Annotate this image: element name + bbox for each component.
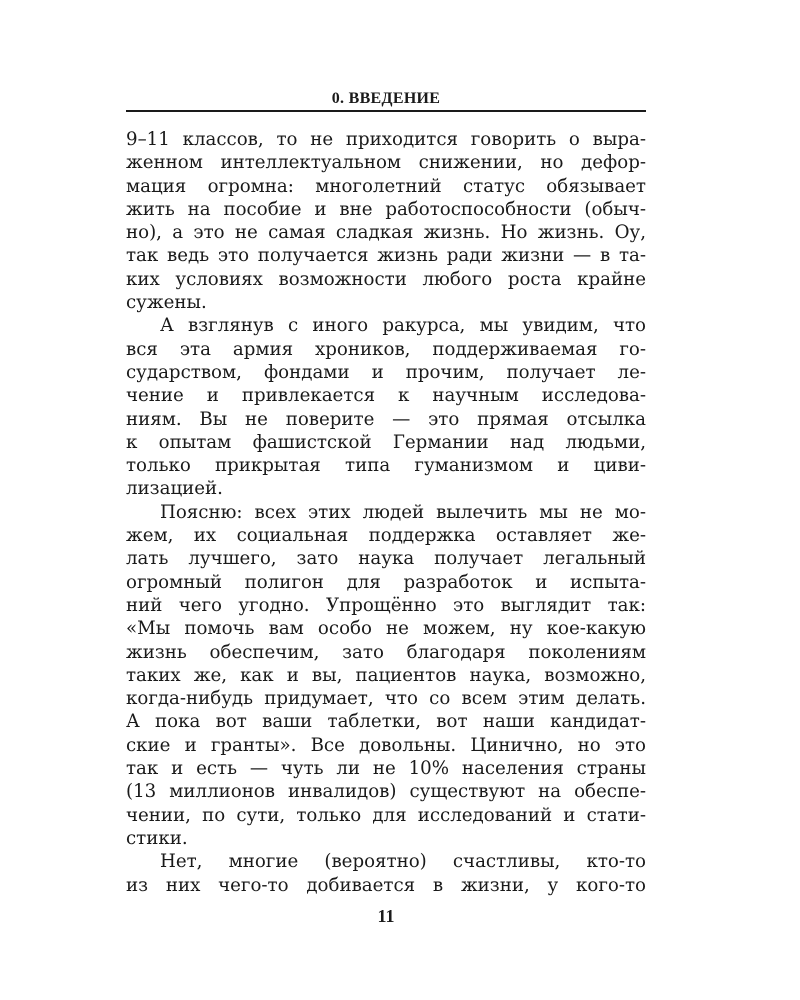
text-line: ские и гранты». Все довольны. Цинично, но это bbox=[126, 734, 646, 756]
text-line: чение и привлекается к научным исследова- bbox=[126, 385, 646, 407]
header-rule bbox=[126, 110, 646, 112]
running-header: 0. ВВЕДЕНИЕ bbox=[331, 90, 441, 107]
text-line: лать лучшего, зато наука получает легальный bbox=[126, 548, 646, 570]
text-line: так и есть — чуть ли не 10% населения страны bbox=[126, 758, 646, 780]
text-line: только прикрытая типа гуманизмом и циви- bbox=[126, 455, 646, 477]
text-line: сударством, фондами и прочим, получает ле- bbox=[126, 361, 646, 383]
text-line: чении, по сути, только для исследований и стати- bbox=[126, 804, 646, 826]
text-line: «Мы помочь вам особо не можем, ну кое-какую bbox=[126, 618, 646, 640]
text-line: 9–11 классов, то не приходится говорить о выра- bbox=[126, 129, 646, 150]
text-line: когда-нибудь придумает, что со всем этим делать. bbox=[126, 688, 646, 710]
body-text bbox=[126, 128, 646, 897]
paragraph-4 bbox=[126, 850, 646, 897]
text-line: Поясню: всех этих людей вылечить мы не мо- bbox=[160, 501, 646, 523]
text-line: Нет, многие (вероятно) счастливы, кто-то bbox=[160, 851, 646, 873]
page-number: 11 bbox=[377, 906, 395, 926]
text-line: жить на пособие и вне работоспособности (обыч- bbox=[126, 198, 646, 220]
text-line: лизацией. bbox=[126, 478, 223, 500]
text-line: А взглянув с иного ракурса, мы увидим, что bbox=[160, 315, 646, 337]
text-line: А пока вот ваши таблетки, вот наши кандидат- bbox=[126, 711, 646, 733]
text-line: из них чего-то добивается в жизни, у кого-то bbox=[126, 874, 646, 896]
paragraph-3 bbox=[126, 501, 646, 850]
paragraph-1 bbox=[126, 128, 646, 314]
text-line: жем, их социальная поддержка оставляет же- bbox=[126, 525, 646, 547]
text-line: сужены. bbox=[126, 292, 207, 314]
text-line: таких же, как и вы, пациентов наука, возможно, bbox=[126, 664, 646, 686]
text-line: мация огромна: многолетний статус обязывает bbox=[126, 175, 646, 197]
text-line: стики. bbox=[126, 827, 188, 849]
text-line: так ведь это получается жизнь ради жизни — в та- bbox=[126, 245, 646, 267]
text-line: женном интеллектуальном снижении, но дефор- bbox=[126, 152, 646, 174]
text-line: огромный полигон для разработок и испыта- bbox=[126, 571, 646, 593]
text-line: но), а это не самая сладкая жизнь. Но жизнь. Оу, bbox=[126, 222, 646, 244]
text-line: ний чего угодно. Упрощённо это выглядит так: bbox=[126, 594, 646, 616]
text-line: (13 миллионов инвалидов) существуют на обеспе- bbox=[126, 781, 646, 803]
text-line: ниям. Вы не поверите — это прямая отсылка bbox=[126, 408, 646, 430]
text-line: жизнь обеспечим, зато благодаря поколениям bbox=[126, 641, 646, 663]
paragraph-2 bbox=[126, 314, 646, 500]
text-line: к опытам фашистской Германии над людьми, bbox=[126, 431, 646, 453]
text-line: вся эта армия хроников, поддерживаемая го- bbox=[126, 338, 646, 360]
text-line: ких условиях возможности любого роста крайне bbox=[126, 268, 646, 290]
